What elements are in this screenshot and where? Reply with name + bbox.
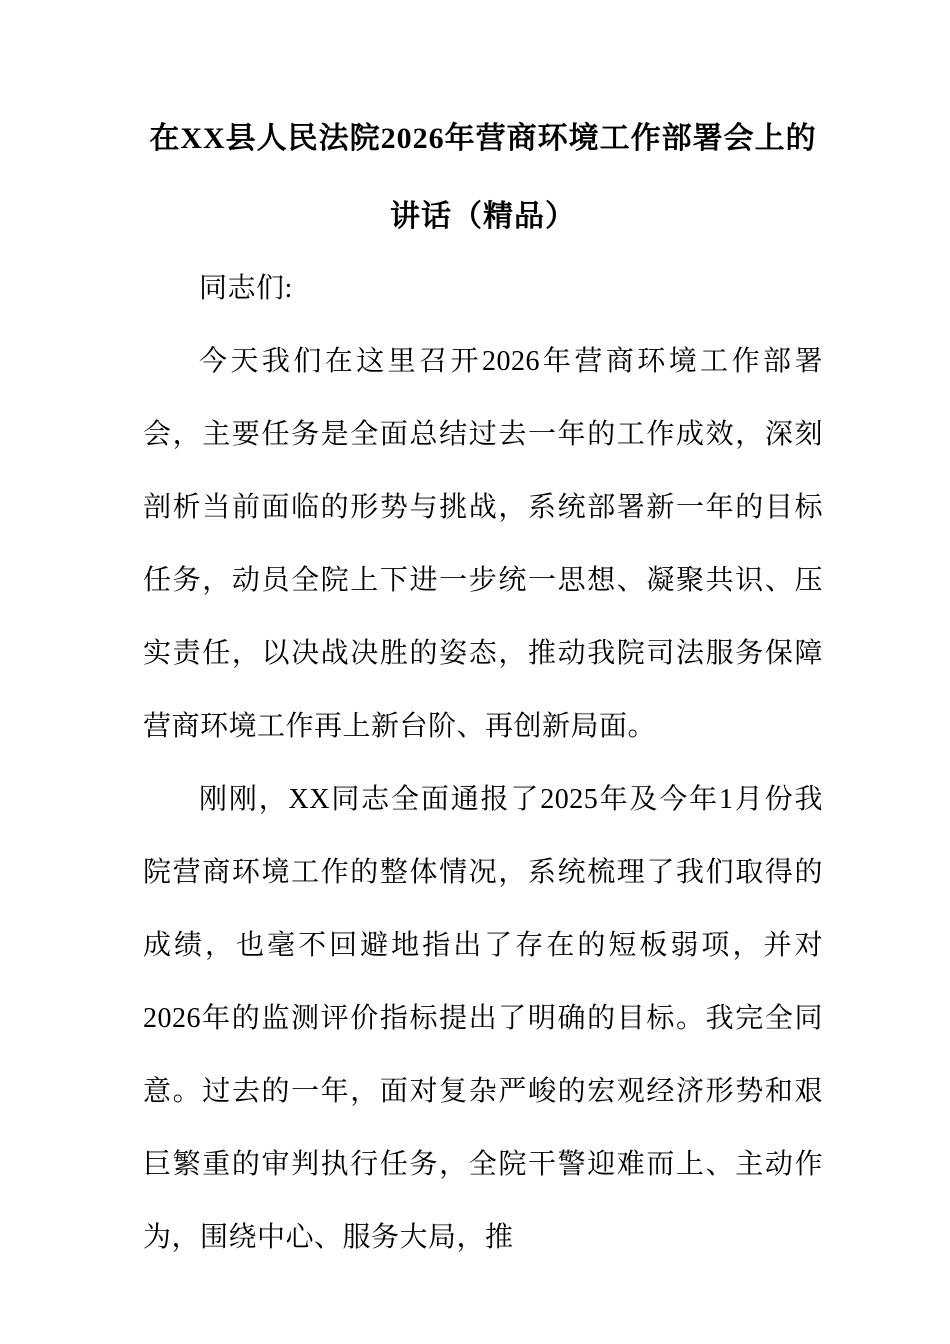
- body-paragraph-2: 刚刚，XX同志全面通报了2025年及今年1月份我院营商环境工作的整体情况，系统梳理了我们取得的成绩，也毫不回避地指出了存在的短板弱项，并对2026年的监测评价指标提出了明确的目标。我完全同意。过去的一年，面对复杂严峻的宏观经济形势和艰巨繁重的审判执行任务，全院干警迎难而上、主动作为，围绕中心、服务大局，推: [143, 784, 823, 1253]
- document-body: [143, 252, 823, 1274]
- document-title: 在XX县人民法院2026年营商环境工作部署会上的讲话（精品）: [149, 122, 817, 233]
- document-content-column: [143, 0, 823, 1274]
- salutation-paragraph: 同志们:: [199, 273, 293, 304]
- body-paragraph-1: 今天我们在这里召开2026年营商环境工作部署会，主要任务是全面总结过去一年的工作成效，深刻剖析当前面临的形势与挑战，系统部署新一年的目标任务，动员全院上下进一步统一思想、凝聚共识、压实责任，以决战决胜的姿态，推动我院司法服务保障营商环境工作再上新台阶、再创新局面。: [143, 346, 823, 742]
